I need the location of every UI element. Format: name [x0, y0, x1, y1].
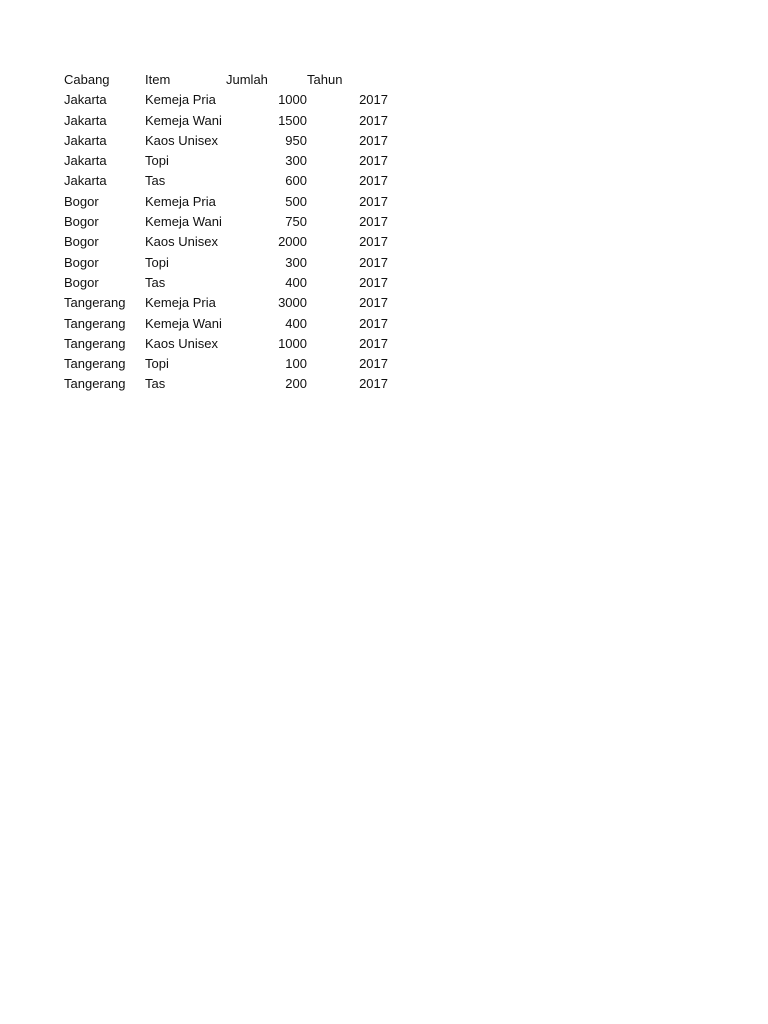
cell-jumlah: 300 [285, 254, 307, 270]
table-body [64, 90, 388, 394]
table-row [64, 151, 388, 171]
cell-item: Kaos Unisex [145, 132, 218, 148]
cell-item: Tas [145, 274, 166, 290]
header-cabang: Cabang [64, 72, 110, 87]
cell-cabang: Jakarta [64, 132, 107, 148]
cell-tahun: 2017 [359, 112, 388, 128]
cell-tahun: 2017 [359, 153, 388, 169]
table-row [64, 131, 388, 151]
cell-item: Topi [145, 254, 169, 270]
cell-tahun: 2017 [359, 335, 388, 351]
cell-item: Topi [145, 356, 169, 372]
table-row [64, 314, 388, 334]
table-row [64, 334, 388, 354]
cell-cabang: Bogor [64, 214, 99, 230]
cell-jumlah: 300 [285, 153, 307, 169]
cell-jumlah: 2000 [278, 234, 307, 250]
cell-item: Kemeja Pria [145, 295, 216, 311]
cell-jumlah: 600 [285, 173, 307, 189]
cell-cabang: Jakarta [64, 173, 107, 189]
cell-item: Tas [145, 376, 166, 392]
header-row [64, 70, 388, 90]
table-row [64, 354, 388, 374]
cell-tahun: 2017 [359, 356, 388, 372]
cell-item: Kaos Unisex [145, 335, 218, 351]
table-row [64, 171, 388, 191]
cell-jumlah: 950 [285, 132, 307, 148]
header-item: Item [145, 72, 171, 87]
cell-tahun: 2017 [359, 234, 388, 250]
cell-jumlah: 400 [285, 315, 307, 331]
cell-tahun: 2017 [359, 274, 388, 290]
cell-item: Kemeja Wani [145, 112, 222, 128]
cell-cabang: Tangerang [64, 356, 126, 372]
cell-cabang: Bogor [64, 254, 99, 270]
cell-item: Kemeja Wani [145, 315, 222, 331]
table-row [64, 192, 388, 212]
cell-cabang: Tangerang [64, 295, 126, 311]
cell-jumlah: 3000 [278, 295, 307, 311]
cell-cabang: Jakarta [64, 92, 107, 108]
header-jumlah: Jumlah [226, 72, 268, 87]
cell-cabang: Tangerang [64, 376, 126, 392]
cell-tahun: 2017 [359, 295, 388, 311]
sales-table [64, 70, 388, 395]
cell-tahun: 2017 [359, 254, 388, 270]
cell-cabang: Bogor [64, 274, 99, 290]
cell-item: Kemeja Pria [145, 193, 216, 209]
cell-tahun: 2017 [359, 92, 388, 108]
cell-jumlah: 100 [285, 356, 307, 372]
cell-item: Kemeja Pria [145, 92, 216, 108]
header-tahun: Tahun [307, 72, 343, 87]
table-row [64, 374, 388, 394]
cell-cabang: Bogor [64, 193, 99, 209]
cell-jumlah: 750 [285, 214, 307, 230]
cell-tahun: 2017 [359, 132, 388, 148]
cell-cabang: Jakarta [64, 153, 107, 169]
cell-cabang: Bogor [64, 234, 99, 250]
cell-tahun: 2017 [359, 214, 388, 230]
table-row [64, 232, 388, 252]
cell-cabang: Jakarta [64, 112, 107, 128]
table-row [64, 212, 388, 232]
cell-tahun: 2017 [359, 193, 388, 209]
cell-cabang: Tangerang [64, 335, 126, 351]
table-row [64, 253, 388, 273]
table-row [64, 111, 388, 131]
cell-cabang: Tangerang [64, 315, 126, 331]
cell-jumlah: 1000 [278, 335, 307, 351]
cell-item: Tas [145, 173, 166, 189]
cell-item: Kemeja Wani [145, 214, 222, 230]
table-row [64, 90, 388, 110]
table-row [64, 293, 388, 313]
cell-jumlah: 1000 [278, 92, 307, 108]
cell-tahun: 2017 [359, 376, 388, 392]
cell-item: Kaos Unisex [145, 234, 218, 250]
cell-tahun: 2017 [359, 315, 388, 331]
cell-jumlah: 500 [285, 193, 307, 209]
cell-item: Topi [145, 153, 169, 169]
cell-tahun: 2017 [359, 173, 388, 189]
cell-jumlah: 400 [285, 274, 307, 290]
cell-jumlah: 200 [285, 376, 307, 392]
cell-jumlah: 1500 [278, 112, 307, 128]
sales-sheet [64, 70, 388, 395]
table-row [64, 273, 388, 293]
